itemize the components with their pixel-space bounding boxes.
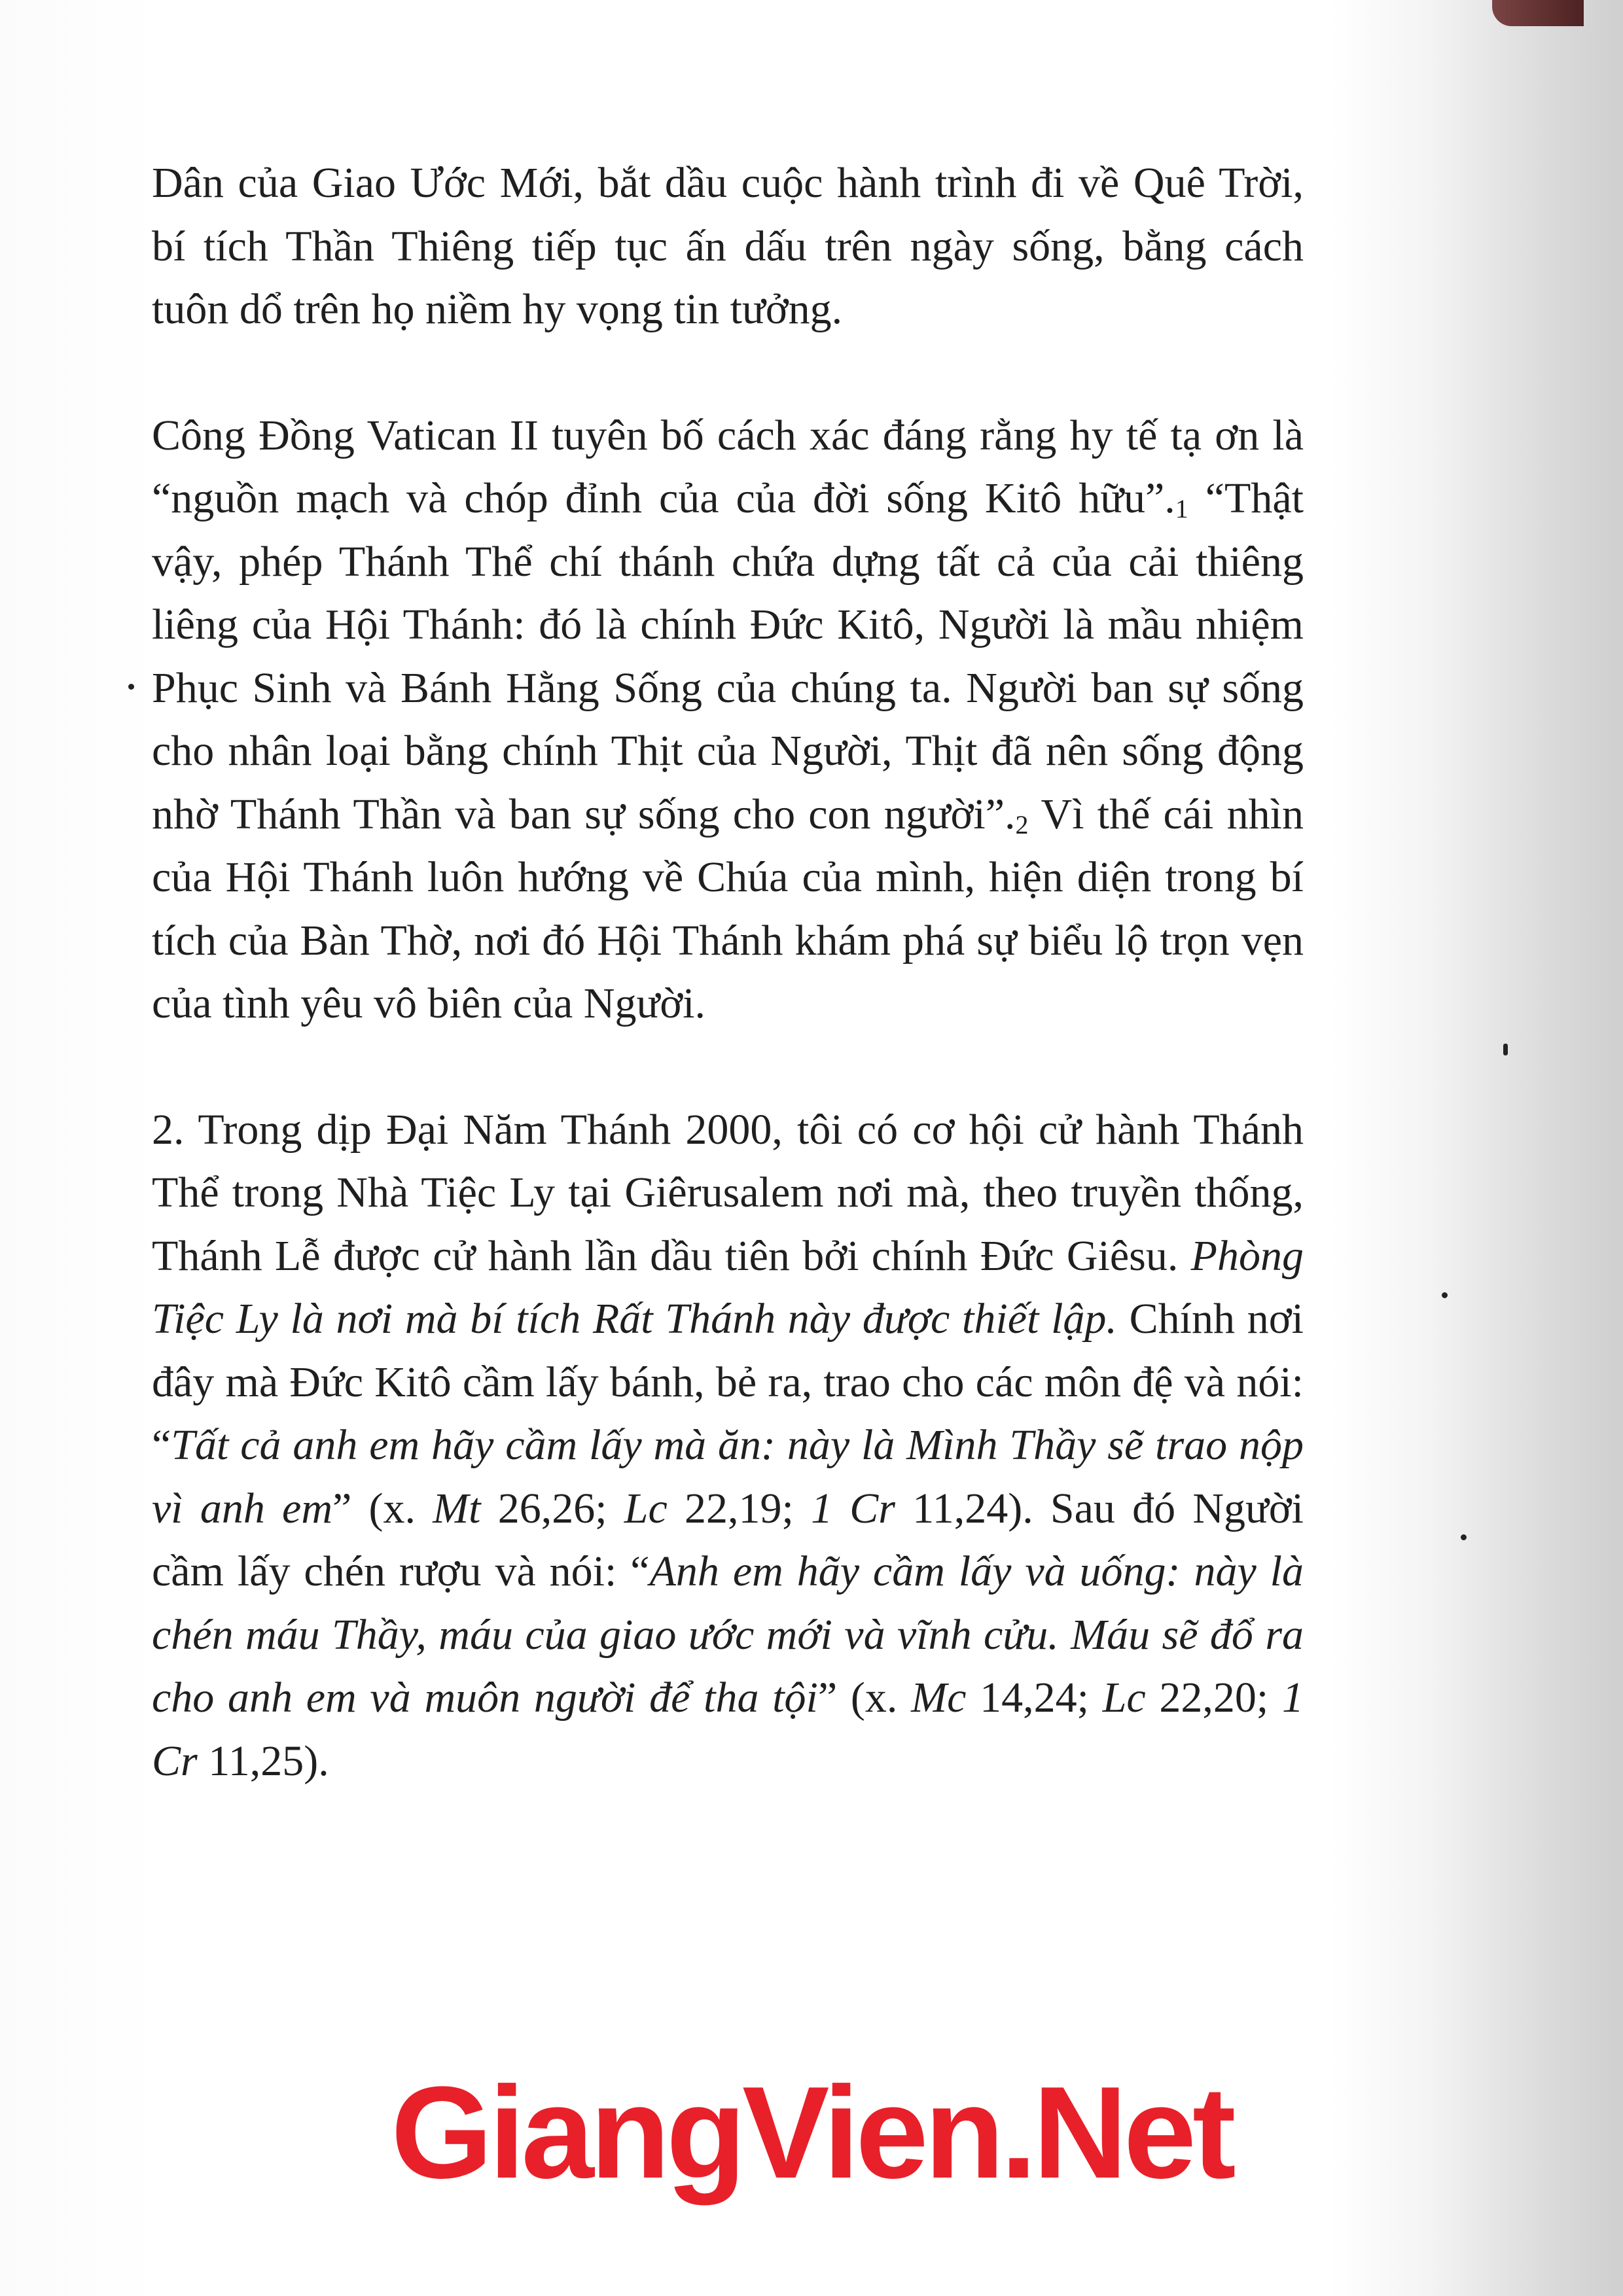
paragraph-2 xyxy=(152,404,1304,1036)
quote-bread: Tất cả anh em hãy cầm lấy mà ăn: này là Mình Thầy sẽ trao nộp vì anh em xyxy=(152,1421,1304,1532)
paragraph-3 xyxy=(152,1099,1304,1793)
scan-speck xyxy=(1503,1044,1508,1055)
reference-rest-3: 11,24). Sau đó Người cầm lấy chén rượu và nói: “ xyxy=(152,1484,1304,1595)
reference-rest-4: 14,24; xyxy=(966,1674,1103,1722)
reference-book-5: Lc xyxy=(1102,1674,1146,1722)
reference-rest-5: 22,20; xyxy=(1145,1674,1282,1722)
reference-book-6: 1 Cr xyxy=(152,1674,1304,1785)
paragraph-3-part-2: Chính nơi đây mà Đức Kitô cầm lấy bánh, bẻ ra, trao cho các môn đệ và nói: “ xyxy=(152,1295,1304,1469)
reference-book-4: Mc xyxy=(911,1674,967,1722)
reference-rest-6: 11,25). xyxy=(197,1737,329,1785)
quote-cup: Anh em hãy cầm lấy và uống: này là chén máu Thầy, máu của giao ước mới và vĩnh cửu. Máu sẽ đổ ra cho anh em và muôn người để tha tội xyxy=(152,1547,1304,1722)
reference-book-2: Lc xyxy=(624,1484,668,1532)
scan-speck xyxy=(1461,1534,1467,1540)
paragraph-3-part-3: ” (x. xyxy=(332,1484,433,1532)
reference-book-3: 1 Cr xyxy=(811,1484,895,1532)
reference-book-1: Mt xyxy=(433,1484,481,1532)
footnote-marker-2: 2 xyxy=(1015,809,1029,839)
paragraph-3-part-4: ” (x. xyxy=(817,1674,912,1722)
paragraph-3-part-1: 2. Trong dịp Đại Năm Thánh 2000, tôi có cơ hội cử hành Thánh Thể trong Nhà Tiệc Ly tại Giêrusalem nơi mà, theo truyền thống, Thánh Lễ được cử hành lần dầu tiên bởi chính Đức Giêsu. xyxy=(152,1105,1304,1280)
scan-speck xyxy=(128,684,134,690)
paragraph-1 xyxy=(152,152,1304,342)
reference-rest-2: 22,19; xyxy=(667,1484,812,1532)
reference-rest-1: 26,26; xyxy=(480,1484,624,1532)
body-text xyxy=(152,152,1304,1793)
footnote-marker-1: 1 xyxy=(1175,494,1188,523)
paragraph-2-part-2: “Thật vậy, phép Thánh Thể chí thánh chứa dựng tất cả của cải thiêng liêng của Hội Thánh: đó là chính Đức Kitô, Người là mầu nhiệm Phục Sinh và Bánh Hằng Sống của chúng ta. Người ban sự sống cho nhân loại bằng chính Thịt của Người, Thịt đã nên sống động nhờ Thánh Thần và ban sự sống cho con người”. xyxy=(152,474,1304,838)
watermark-logo: GiangVien.Net xyxy=(391,2060,1232,2206)
paragraph-1-text: Dân của Giao Ước Mới, bắt dầu cuộc hành trình đi về Quê Trời, bí tích Thần Thiêng tiếp tục ấn dấu trên ngày sống, bằng cách tuôn dổ trên họ niềm hy vọng tin tưởng. xyxy=(152,159,1304,333)
page-corner-mark xyxy=(1492,0,1584,26)
paragraph-2-part-3: Vì thế cái nhìn của Hội Thánh luôn hướng về Chúa của mình, hiện diện trong bí tích của Bàn Thờ, nơi đó Hội Thánh khám phá sự biểu lộ trọn vẹn của tình yêu vô biên của Người. xyxy=(152,790,1304,1027)
paragraph-2-part-1: Công Đồng Vatican II tuyên bố cách xác đáng rằng hy tế tạ ơn là “nguồn mạch và chóp đỉnh của của đời sống Kitô hữu”. xyxy=(152,411,1304,522)
scan-speck xyxy=(1442,1292,1448,1298)
paragraph-3-italic-1: Phòng Tiệc Ly là nơi mà bí tích Rất Thánh này được thiết lập. xyxy=(152,1231,1304,1343)
